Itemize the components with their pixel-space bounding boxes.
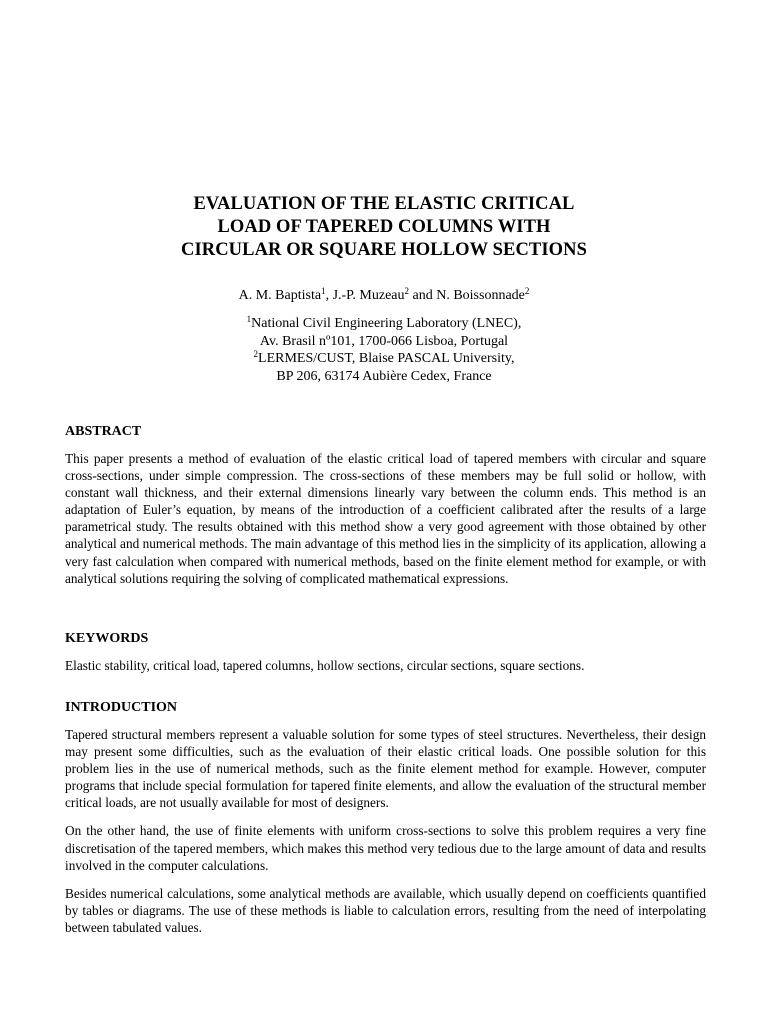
abstract-heading: ABSTRACT: [65, 424, 142, 439]
author-name: A. M. Baptista: [238, 288, 322, 303]
abstract-text: This paper presents a method of evaluation of the elastic critical load of tapered members with circular and square cross-sections, under simple compression. The cross-sections of these members may be full solid or hollow, with constant wall thickness, and their external dimensions linearly vary between the column ends. This method is an adaptation of Euler’s equation, by means of the introduction of a coefficient calibrated after the results of a large parametrical study. The results obtained with this method show a very good agreement with those obtained by other analytical and numerical methods. The main advantage of this method lies in the simplicity of its application, allowing a very fast calculation when compared with numerical methods, based on the finite element method for example, or with analytical solutions requiring the solving of complicated mathematical expressions.: [65, 451, 706, 586]
author-affiliation-mark: 2: [404, 286, 409, 296]
author-name: , J.-P. Muzeau: [325, 288, 405, 303]
affiliations: [0, 315, 768, 385]
paper-title: [0, 193, 768, 262]
introduction-heading: INTRODUCTION: [65, 700, 178, 715]
affiliation-text: LERMES/CUST, Blaise PASCAL University,: [258, 351, 515, 366]
affiliation-mark: 1: [246, 314, 252, 324]
affiliation-line: [0, 350, 768, 368]
keywords-section: [65, 630, 706, 674]
affiliation-line: [0, 315, 768, 333]
author-affiliation-mark: 1: [321, 286, 326, 296]
author-name: and N. Boissonnade: [409, 288, 525, 303]
author-affiliation-mark: 2: [524, 286, 530, 296]
abstract-section: [65, 423, 706, 587]
affiliation-text: National Civil Engineering Laboratory (LNEC),: [251, 316, 522, 331]
affiliation-line: BP 206, 63174 Aubière Cedex, France: [276, 368, 492, 384]
keywords-heading: KEYWORDS: [65, 631, 149, 646]
affiliation-line: Av. Brasil nº101, 1700-066 Lisboa, Portugal: [259, 333, 509, 349]
title-line: EVALUATION OF THE ELASTIC CRITICAL: [193, 194, 575, 214]
author-list: [0, 287, 768, 305]
affiliation-mark: 2: [253, 349, 259, 359]
title-line: LOAD OF TAPERED COLUMNS WITH: [217, 217, 551, 237]
keywords-text: Elastic stability, critical load, tapered columns, hollow sections, circular sections, square sections.: [65, 658, 585, 673]
introduction-section: [65, 699, 706, 936]
introduction-paragraph: Besides numerical calculations, some analytical methods are available, which usually depend on coefficients quantified by tables or diagrams. The use of these methods is liable to calculation errors, resulting from the need of interpolating between tabulated values.: [65, 885, 706, 935]
title-line: CIRCULAR OR SQUARE HOLLOW SECTIONS: [180, 240, 588, 260]
introduction-paragraph: Tapered structural members represent a valuable solution for some types of steel structures. Nevertheless, their design may present some difficulties, such as the evaluation of their elastic critical loads. One possible solution for this problem lies in the use of numerical methods, such as the finite element method for example. However, computer programs that include special formulation for tapered finite elements, and allow the evaluation of the structural member critical loads, are not usually available for most of designers.: [65, 727, 706, 811]
introduction-paragraph: On the other hand, the use of finite elements with uniform cross-sections to solve this problem requires a very fine discretisation of the tapered members, which makes this method very tedious due to the large amount of data and results involved in the computer calculations.: [65, 823, 706, 873]
